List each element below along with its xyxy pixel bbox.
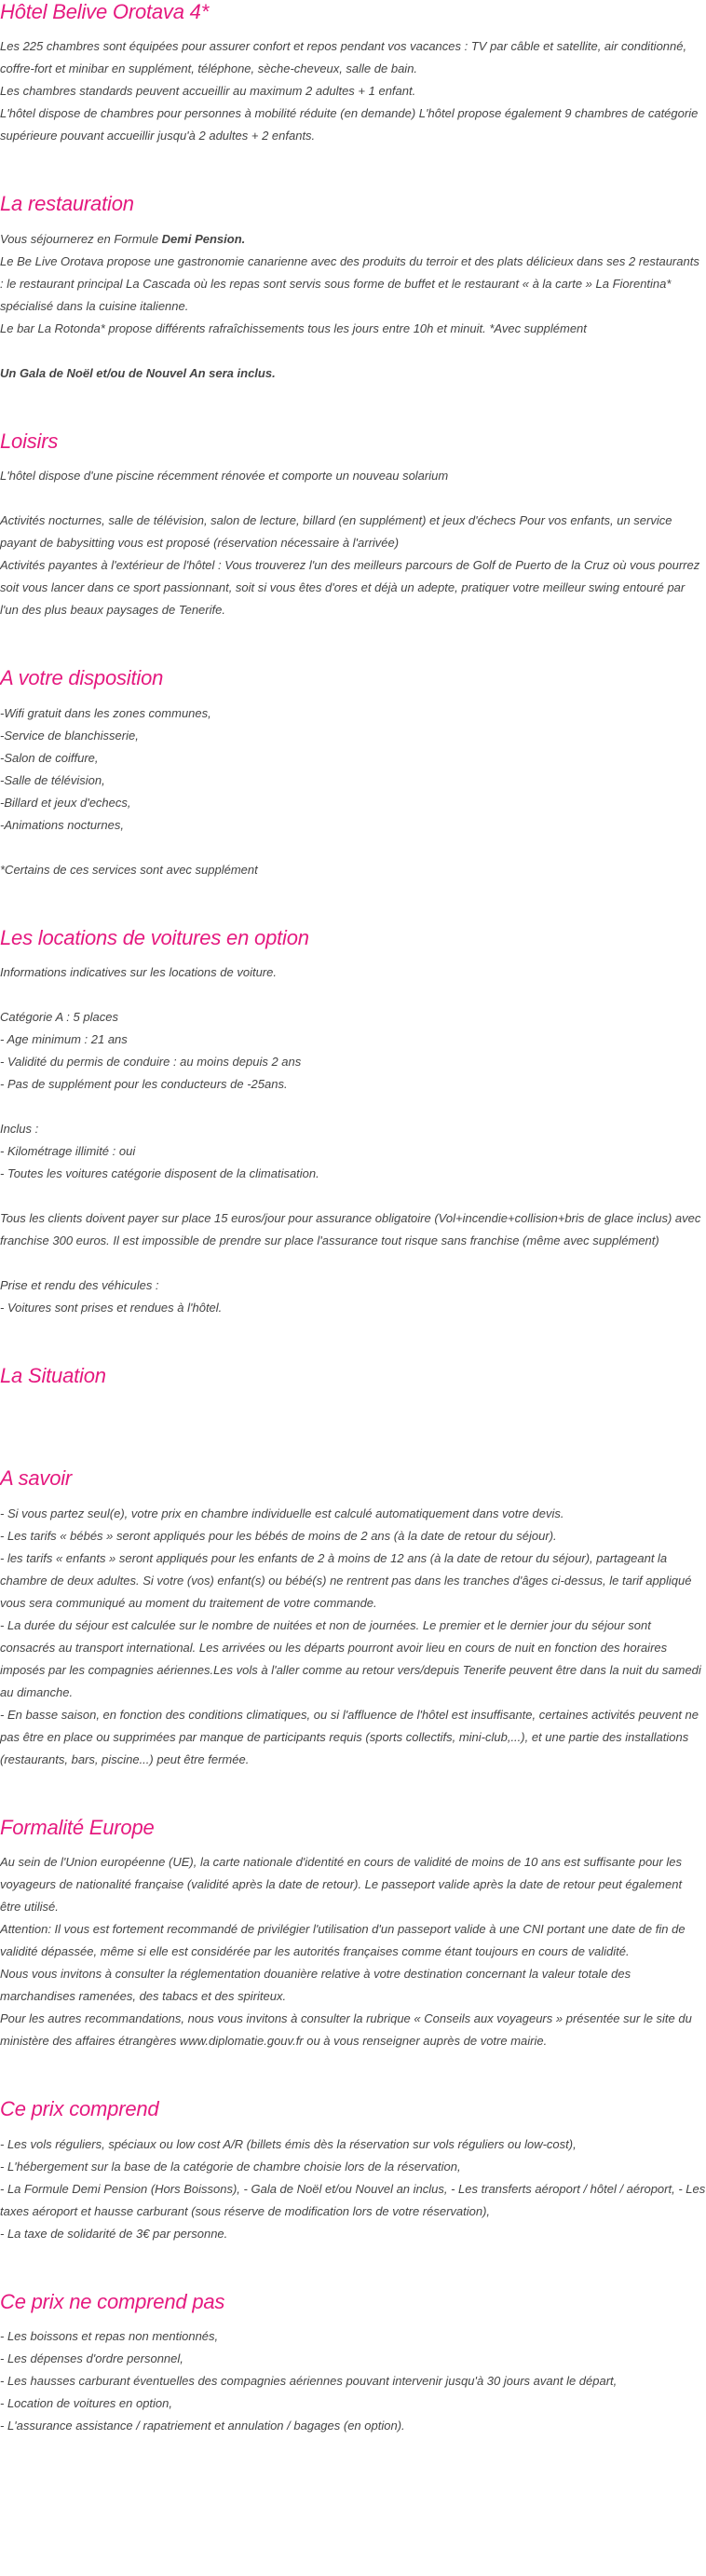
disposition-item: -Salon de coiffure, xyxy=(0,750,99,765)
voitures-title: Les locations de voitures en option xyxy=(0,925,309,949)
restauration-line: Le Be Live Orotava propose une gastronomie canarienne avec des produits du terroir et des plats délicieux dans ses 2 restaurants : le restaurant principal La Cascada où les repas sont servis sous forme de buffet et le restaurant « à la carte » La Fiorentina* spécialisé dans la cuisine italienne. xyxy=(0,253,699,313)
section-voitures xyxy=(0,926,706,1319)
europe-line: Attention: Il vous est fortement recommandé de privilégier l'utilisation d'un passeport valide à une CNI portant une date de fin de validité dépassée, même si elle est considérée par les autorités françaises comme étant toujours en cours de validité. xyxy=(0,1922,686,1959)
comprend-line: - Les vols réguliers, spéciaux ou low cost A/R (billets émis dès la réservation sur vols réguliers ou low-cost), xyxy=(0,2136,577,2151)
savoir-title: A savoir xyxy=(0,1466,73,1491)
restauration-formule-prefix: Vous séjournerez en Formule xyxy=(0,231,162,246)
loisirs-title: Loisirs xyxy=(0,429,59,453)
ne-comprend-line: - Location de voitures en option, xyxy=(0,2395,173,2410)
disposition-item: -Animations nocturnes, xyxy=(0,817,124,832)
hotel-line: L'hôtel dispose de chambres pour personnes à mobilité réduite (en demande) L'hôtel propose également 9 chambres de catégorie supérieure pouvant accueillir jusqu'à 2 adultes + 2 enfants. xyxy=(0,106,699,143)
section-savoir xyxy=(0,1466,706,1770)
loisirs-intro: L'hôtel dispose d'une piscine récemment rénovée et comporte un nouveau solarium xyxy=(0,469,449,484)
section-comprend xyxy=(0,2097,706,2244)
loisirs-line: Activités nocturnes, salle de télévision, salon de lecture, billard (en supplément) et jeux d'échecs Pour vos enfants, un service payant de babysitting vous est proposé (réservation nécessaire à l'arrivée) xyxy=(0,513,672,551)
hotel-line: Les chambres standards peuvent accueillir au maximum 2 adultes + 1 enfant. xyxy=(0,84,416,99)
comprend-line: - L'hébergement sur la base de la catégorie de chambre choisie lors de la réservation, xyxy=(0,2159,461,2174)
restauration-gala-text: Un Gala de Noël et/ou de Nouvel An sera inclus. xyxy=(0,365,276,380)
savoir-line: - La durée du séjour est calculée sur le nombre de nuitées et non de journées. Le premier et le dernier jour du séjour sont consacrés au transport international. Les arrivées ou les départs pourront avoir lieu en cours de nuit en fonction des horaires imposés par les compagnies aériennes.Les vols à l'aller comme au retour vers/depuis Tenerife peuvent être dans la nuit du samedi au dimanche. xyxy=(0,1617,701,1699)
voitures-inclus-line: Inclus : xyxy=(0,1121,39,1136)
savoir-line: - Si vous partez seul(e), votre prix en chambre individuelle est calculé automatiquement dans votre devis. xyxy=(0,1506,564,1520)
voitures-inclus-line: - Kilométrage illimité : oui xyxy=(0,1143,136,1158)
disposition-item: -Wifi gratuit dans les zones communes, xyxy=(0,705,211,720)
section-restauration xyxy=(0,192,706,384)
europe-line: Pour les autres recommandations, nous vous invitons à consulter la rubrique « Conseils aux voyageurs » présentée sur le site du ministère des affaires étrangères www.diplomatie.gouv.fr ou à vous renseigner auprès de votre mairie. xyxy=(0,2011,692,2049)
voitures-cat-line: - Age minimum : 21 ans xyxy=(0,1031,128,1046)
comprend-title: Ce prix comprend xyxy=(0,2097,159,2121)
disposition-item: -Billard et jeux d'echecs, xyxy=(0,795,131,810)
restauration-formule xyxy=(0,228,706,251)
voitures-cat-line: - Validité du permis de conduire : au moins depuis 2 ans xyxy=(0,1054,302,1069)
comprend-line: - La Formule Demi Pension (Hors Boissons), - Gala de Noël et/ou Nouvel an inclus, - Les transferts aéroport / hôtel / aéroport, - Les taxes aéroport et hausse carburant (sous réserve de modification lors de votre réservation), xyxy=(0,2181,706,2218)
restauration-formule-bold: Demi Pension. xyxy=(161,231,246,246)
restauration-line: Le bar La Rotonda* propose différents rafraîchissements tous les jours entre 10h et minuit. *Avec supplément xyxy=(0,320,587,335)
restauration-title: La restauration xyxy=(0,192,134,216)
section-europe xyxy=(0,1816,706,2052)
comprend-line: - La taxe de solidarité de 3€ par personne. xyxy=(0,2226,228,2241)
voitures-inclus-line: - Toutes les voitures catégorie disposent de la climatisation. xyxy=(0,1165,319,1180)
section-loisirs xyxy=(0,429,706,621)
voitures-cat-line: - Pas de supplément pour les conducteurs de -25ans. xyxy=(0,1076,288,1091)
restauration-gala xyxy=(0,362,706,385)
voitures-prise-line: - Voitures sont prises et rendues à l'hôtel. xyxy=(0,1300,223,1315)
section-hotel xyxy=(0,0,706,147)
section-disposition xyxy=(0,666,706,880)
europe-title: Formalité Europe xyxy=(0,1815,155,1839)
voitures-cat-line: Catégorie A : 5 places xyxy=(0,1009,118,1024)
disposition-item: -Salle de télévision, xyxy=(0,772,105,787)
savoir-line: - En basse saison, en fonction des conditions climatiques, ou si l'affluence de l'hôtel est insuffisante, certaines activités peuvent ne pas être en place ou supprimées par manque de participants requis (sports collectifs, mini-club,...), et une partie des installations (restaurants, bars, piscine...) peut être fermée. xyxy=(0,1707,699,1766)
savoir-line: - Les tarifs « bébés » seront appliqués pour les bébés de moins de 2 ans (à la date de retour du séjour). xyxy=(0,1528,557,1543)
ne-comprend-line: - Les hausses carburant éventuelles des compagnies aériennes pouvant intervenir jusqu'à 30 jours avant le départ, xyxy=(0,2373,618,2388)
ne-comprend-title: Ce prix ne comprend pas xyxy=(0,2289,225,2313)
europe-line: Au sein de l'Union européenne (UE), la carte nationale d'identité en cours de validité de moins de 10 ans est suffisante pour les voyageurs de nationalité française (validité après la date de retour). Le passeport valide après la date de retour peut également être utilisé. xyxy=(0,1855,683,1915)
voitures-prise-line: Prise et rendu des véhicules : xyxy=(0,1277,159,1292)
hotel-line: Les 225 chambres sont équipées pour assurer confort et repos pendant vos vacances : TV par câble et satellite, air conditionné, coffre-fort et minibar en supplément, téléphone, sèche-cheveux, salle de bain. xyxy=(0,39,687,76)
savoir-line: - les tarifs « enfants » seront appliqués pour les enfants de 2 à moins de 12 ans (à la date de retour du séjour), partageant la chambre de deux adultes. Si votre (vos) enfant(s) ou bébé(s) ne rentrent pas dans les tranches d'âges ci-dessus, le tarif appliqué vous sera communiqué au moment du traitement de votre commande. xyxy=(0,1550,692,1610)
section-ne-comprend xyxy=(0,2290,706,2437)
situation-title: La Situation xyxy=(0,1363,106,1387)
disposition-title: A votre disposition xyxy=(0,666,164,690)
ne-comprend-line: - Les boissons et repas non mentionnés, xyxy=(0,2328,219,2343)
hotel-title: Hôtel Belive Orotava 4* xyxy=(0,0,210,23)
disposition-item: -Service de blanchisserie, xyxy=(0,728,139,743)
ne-comprend-line: - Les dépenses d'ordre personnel, xyxy=(0,2351,183,2365)
ne-comprend-line: - L'assurance assistance / rapatriement et annulation / bagages (en option). xyxy=(0,2418,405,2433)
loisirs-line: Activités payantes à l'extérieur de l'hôtel : Vous trouverez l'un des meilleurs parcours de Golf de Puerto de la Cruz où vous pourrez soit vous lancer dans ce sport passionnant, soit si vous êtes d'ores et déjà un adepte, pratiquer votre meilleur swing entouré par l'un des plus beaux paysages de Tenerife. xyxy=(0,558,700,618)
section-situation xyxy=(0,1364,706,1388)
voitures-intro: Informations indicatives sur les locations de voiture. xyxy=(0,964,277,979)
voitures-assurance: Tous les clients doivent payer sur place 15 euros/jour pour assurance obligatoire (Vol+incendie+collision+bris de glace inclus) avec franchise 300 euros. Il est impossible de prendre sur place l'assurance tout risque sans franchise (même avec supplément) xyxy=(0,1210,701,1247)
disposition-note: *Certains de ces services sont avec supplément xyxy=(0,862,258,877)
europe-line: Nous vous invitons à consulter la réglementation douanière relative à votre destination concernant la valeur totale des marchandises ramenées, des tabacs et des spiriteux. xyxy=(0,1967,631,2004)
